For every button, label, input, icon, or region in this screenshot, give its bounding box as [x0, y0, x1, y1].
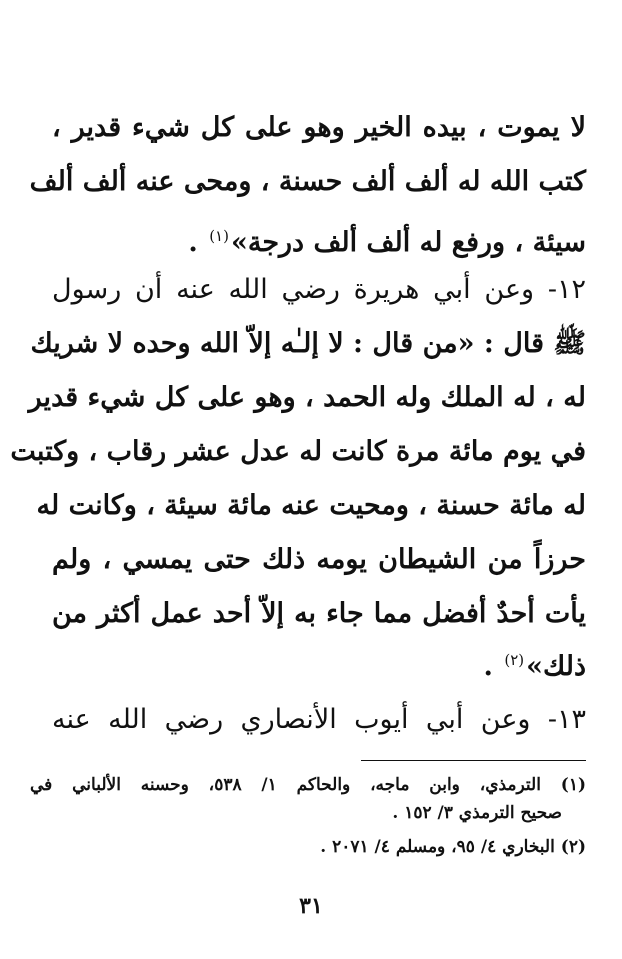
body-line-8: له مائة حسنة ، ومحيت عنه مائة سيئة ، وكانت له: [36, 490, 586, 521]
body-line-6: له ، له الملك وله الحمد ، وهو على كل شيء قدير: [28, 382, 586, 413]
body-line-11: ذلك»$^{(٢)}$ .: [483, 651, 586, 682]
page-number: ٣١: [299, 893, 323, 919]
footnote-divider: [361, 760, 586, 761]
body-line-10: يأت أحدٌ أفضل مما جاء به إلاّ أحد عمل أكثر من: [52, 598, 586, 629]
body-line-7: في يوم مائة مرة كانت له عدل عشر رقاب ، وكتبت: [10, 436, 586, 467]
body-line-1: لا يموت ، بيده الخير وهو على كل شيء قدير ،: [52, 112, 586, 143]
body-line-3: سيئة ، ورفع له ألف ألف درجة»$^{(١)}$ .: [188, 227, 586, 258]
body-line-5: ﷺ قال : «من قال : لا إلـٰه إلاّ الله وحده لا شريك: [30, 328, 586, 359]
footnote-2: (٢) البخاري ٤/ ٩٥، ومسلم ٤/ ٢٠٧١ .: [320, 837, 586, 857]
body-line-2: كتب الله له ألف ألف حسنة ، ومحى عنه ألف ألف: [29, 166, 586, 197]
body-line-12: ١٣- وعن أبي أيوب الأنصاري رضي الله عنه: [52, 704, 586, 735]
body-line-4: ١٢- وعن أبي هريرة رضي الله عنه أن رسول: [52, 274, 586, 305]
body-line-9: حرزاً من الشيطان يومه ذلك حتى يمسي ، ولم: [52, 544, 586, 575]
footnote-ref-1: (١): [209, 227, 229, 245]
footnote-ref-2: (٢): [504, 651, 525, 669]
footnote-1-line-1: (١) الترمذي، وابن ماجه، والحاكم ١/ ٥٣٨، وحسنه الألباني في: [30, 775, 586, 795]
footnote-1-line-2: صحيح الترمذي ٣/ ١٥٢ .: [392, 803, 562, 823]
